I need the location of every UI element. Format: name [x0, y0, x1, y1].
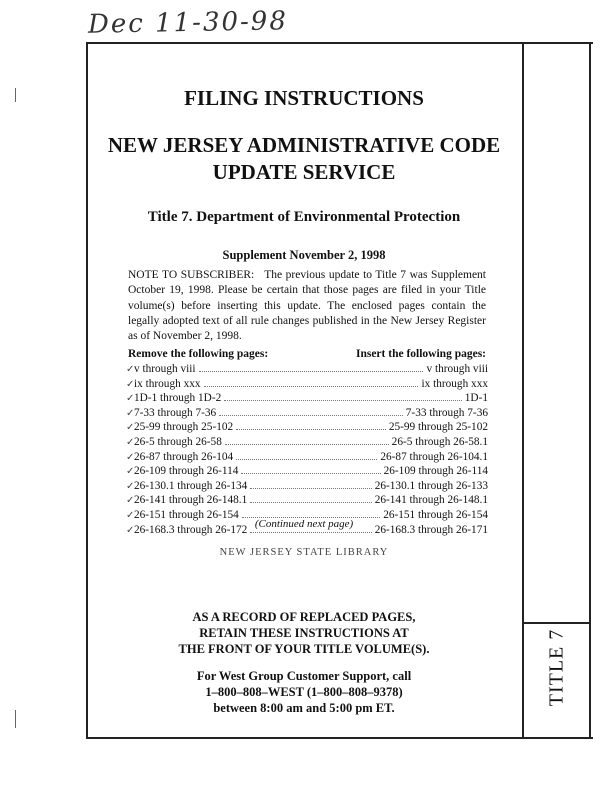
remove-heading: Remove the following pages:	[128, 348, 269, 360]
title-subject: Title 7. Department of Environmental Protection	[147, 209, 461, 225]
supplement-date: Supplement November 2, 1998	[222, 248, 386, 262]
check-mark-icon: ✓	[126, 393, 135, 405]
dot-leader	[224, 391, 462, 401]
check-mark-icon: ✓	[126, 407, 135, 419]
support-line-1: For West Group Customer Support, call	[196, 669, 412, 683]
list-item	[126, 391, 488, 406]
remove-pages: 26-5 through 26-58	[134, 435, 222, 448]
list-item	[126, 406, 488, 421]
list-item	[126, 493, 488, 508]
record-line-1: AS A RECORD OF REPLACED PAGES,	[192, 610, 416, 624]
margin-mark	[15, 88, 16, 102]
remove-pages: 7-33 through 7-36	[134, 406, 217, 419]
library-stamp: NEW JERSEY STATE LIBRARY	[219, 547, 389, 558]
remove-pages: v through viii	[134, 363, 196, 375]
insert-pages: 26-87 through 26-104.1	[380, 450, 488, 463]
record-line-2: RETAIN THESE INSTRUCTIONS AT	[199, 626, 409, 640]
insert-pages: 26-168.3 through 26-171	[374, 523, 488, 536]
dot-leader	[219, 406, 403, 416]
dot-leader	[225, 435, 389, 445]
remove-pages: 25-99 through 25-102	[134, 421, 234, 434]
check-mark-icon: ✓	[126, 451, 135, 463]
list-item	[126, 420, 488, 435]
customer-support	[88, 668, 520, 716]
handwritten-note: Dec 11-30-98	[87, 6, 289, 40]
list-item	[126, 450, 488, 465]
remove-pages: ix through xxx	[134, 377, 201, 390]
remove-pages: 1D-1 through 1D-2	[134, 392, 222, 405]
list-item	[126, 377, 488, 392]
remove-pages: 26-109 through 26-114	[134, 465, 239, 478]
code-title-line-1: NEW JERSEY ADMINISTRATIVE CODE	[107, 133, 501, 157]
code-title-line-2: UPDATE SERVICE	[212, 160, 396, 184]
insert-pages: 26-109 through 26-114	[383, 465, 488, 478]
record-line-3: THE FRONT OF YOUR TITLE VOLUME(S).	[178, 642, 430, 656]
check-mark-icon: ✓	[126, 509, 135, 521]
insert-pages: ix through xxx	[421, 377, 488, 390]
margin-mark	[15, 710, 16, 728]
list-item	[126, 464, 488, 479]
dot-leader	[250, 493, 371, 503]
check-mark-icon: ✓	[126, 466, 135, 478]
check-mark-icon: ✓	[126, 495, 135, 507]
insert-pages: 1D-1	[464, 392, 488, 405]
check-mark-icon: ✓	[126, 436, 135, 448]
insert-heading: Insert the following pages:	[355, 348, 486, 360]
remove-pages: 26-130.1 through 26-134	[134, 479, 248, 492]
support-phone: 1–800–808–WEST (1–800–808–9378)	[205, 685, 403, 699]
list-item	[126, 479, 488, 494]
page-list-header	[128, 348, 486, 360]
list-item	[126, 362, 488, 377]
insert-pages: 26-141 through 26-148.1	[374, 494, 488, 507]
check-mark-icon: ✓	[126, 364, 135, 375]
note-label: NOTE TO SUBSCRIBER:	[128, 269, 255, 281]
note-to-subscriber	[128, 268, 486, 344]
page-replacement-list	[126, 362, 488, 537]
check-mark-icon: ✓	[126, 378, 135, 390]
insert-pages: 26-5 through 26-58.1	[391, 435, 488, 448]
note-text: The previous update to Title 7 was Supplement October 19, 1998. Please be certain that those pages are filed in your Title volume(s) before inserting this update. The enclosed pages contain the legally adopted text of all rule changes published in the New Jersey Register as of November 2, 1998.	[128, 269, 486, 343]
dot-leader	[250, 479, 371, 489]
remove-pages: 26-141 through 26-148.1	[134, 494, 248, 507]
insert-pages: 26-130.1 through 26-133	[374, 479, 488, 492]
remove-pages: 26-168.3 through 26-172	[134, 523, 248, 536]
remove-pages: 26-87 through 26-104	[134, 450, 234, 463]
check-mark-icon: ✓	[126, 422, 135, 434]
page-title: FILING INSTRUCTIONS	[184, 86, 424, 110]
support-hours: between 8:00 am and 5:00 pm ET.	[213, 701, 395, 715]
dot-leader	[199, 362, 424, 372]
record-instructions	[88, 609, 520, 657]
continued-note: (Continued next page)	[254, 518, 354, 530]
check-mark-icon: ✓	[126, 480, 135, 492]
remove-pages: 26-151 through 26-154	[134, 508, 239, 521]
dot-leader	[204, 377, 419, 387]
code-title	[88, 132, 520, 186]
insert-pages: v through viii	[426, 363, 488, 375]
insert-pages: 25-99 through 25-102	[388, 421, 488, 434]
list-item	[126, 435, 488, 450]
check-mark-icon: ✓	[126, 524, 135, 536]
insert-pages: 7-33 through 7-36	[405, 406, 488, 419]
dot-leader	[236, 450, 377, 460]
insert-pages: 26-151 through 26-154	[383, 508, 488, 521]
dot-leader	[236, 420, 386, 430]
dot-leader	[241, 464, 380, 474]
title-tab-label: TITLE 7	[545, 628, 568, 707]
dot-leader	[242, 508, 380, 518]
